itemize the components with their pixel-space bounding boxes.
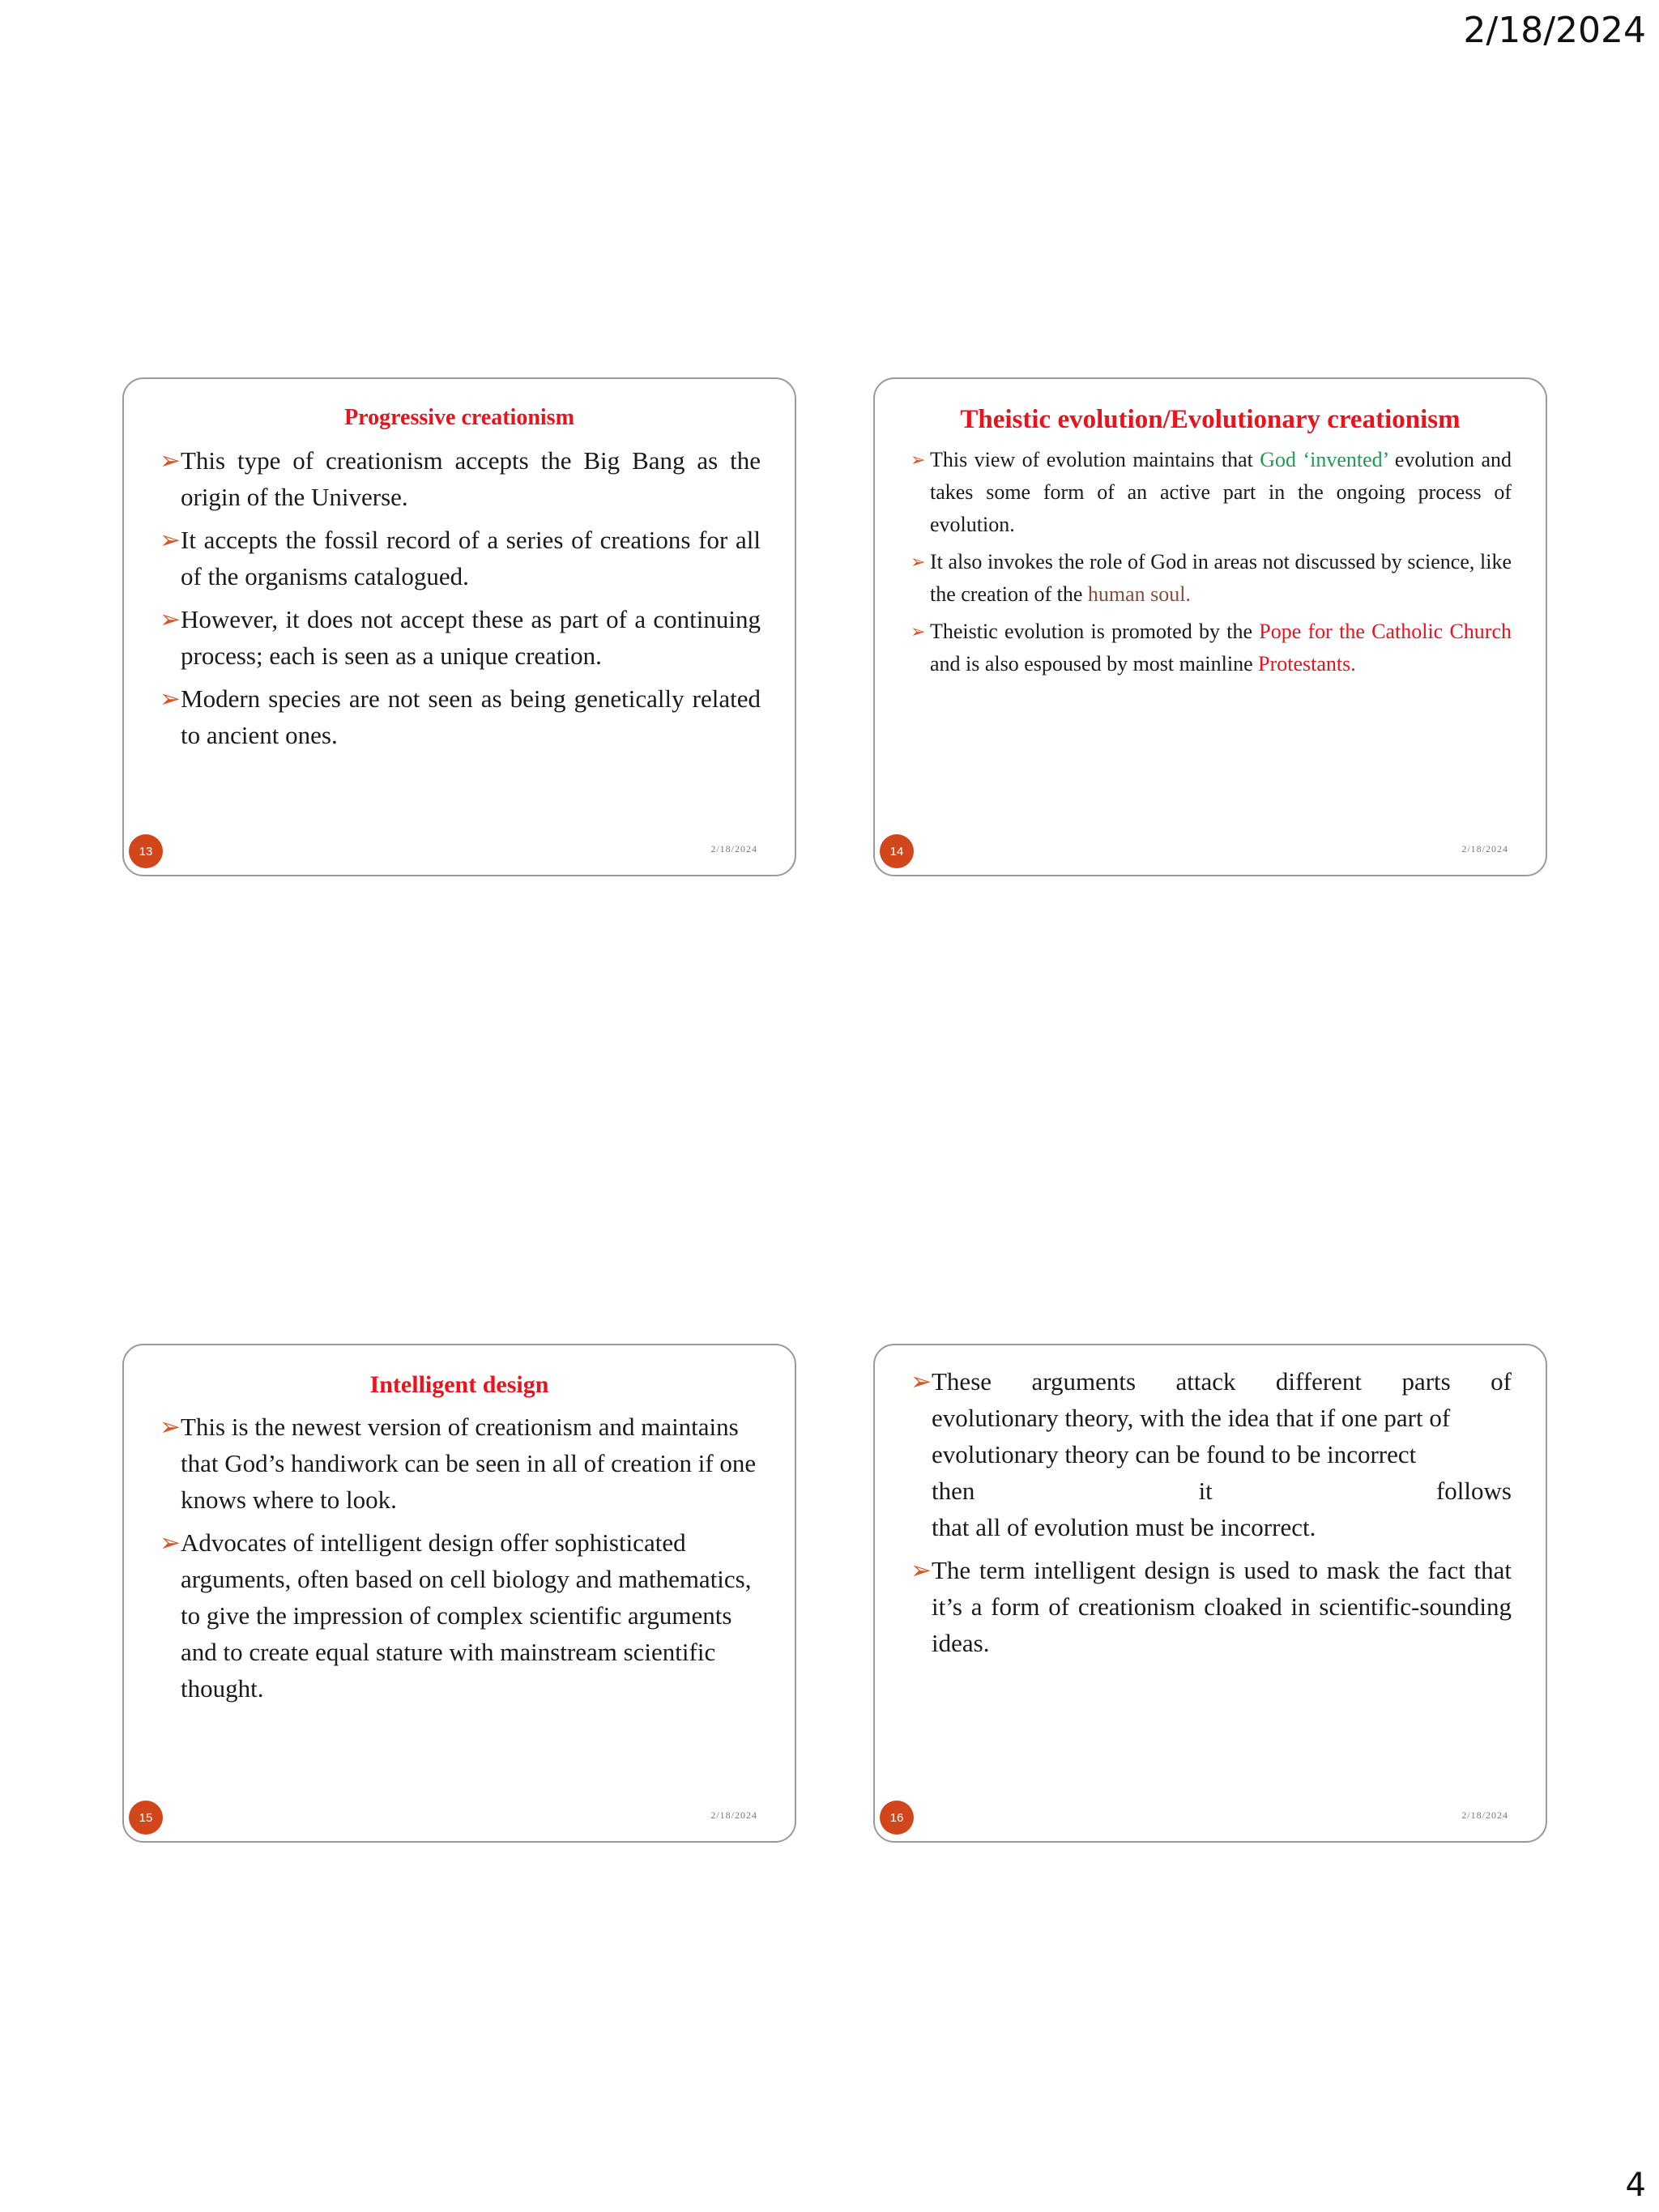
arrow-bullet-icon: ➢ (160, 1528, 181, 1557)
bullet-item: ➢ This is the newest version of creationism and maintains that God’s handiwork can be seen in all of creation if one knows where to look. (160, 1409, 761, 1518)
bullet-item: ➢ It also invokes the role of God in areas not discussed by science, like the creation of the human soul. (911, 546, 1512, 611)
bullet-item: ➢ It accepts the fossil record of a series of creations for all of the organisms catalogued. (160, 522, 761, 595)
slide-date: 2/18/2024 (1461, 1809, 1508, 1821)
arrow-bullet-icon: ➢ (911, 450, 926, 470)
slide-date: 2/18/2024 (710, 1809, 757, 1821)
arrow-bullet-icon: ➢ (160, 526, 181, 554)
slide-body (911, 444, 1512, 685)
text-line: evolutionary theory can be found to be incorrect (932, 1440, 1417, 1468)
slide-body (160, 442, 761, 760)
text-line: that all of evolution must be incorrect. (932, 1513, 1316, 1541)
arrow-bullet-icon: ➢ (911, 1556, 932, 1584)
bullet-item: ➢ This view of evolution maintains that God ‘invented’ evolution and takes some form of an active part in the ongoing process of evolution. (911, 444, 1512, 541)
arrow-bullet-icon: ➢ (911, 621, 926, 641)
slide-13 (122, 377, 796, 876)
text-line: These arguments attack different parts of (932, 1367, 1512, 1396)
slide-body (160, 1409, 761, 1713)
bullet-item: ➢ Theistic evolution is promoted by the Pope for the Catholic Church and is also espoused by most mainline Protestants. (911, 616, 1512, 680)
bullet-item: ➢ Modern species are not seen as being genetically related to ancient ones. (160, 680, 761, 753)
arrow-bullet-icon: ➢ (160, 446, 181, 475)
arrow-bullet-icon: ➢ (911, 1367, 932, 1396)
slide-14 (873, 377, 1547, 876)
bullet-item: ➢ The term intelligent design is used to mask the fact that it’s a form of creationism cloaked in scientific-sounding ideas. (911, 1552, 1512, 1661)
slide-number-badge: 16 (880, 1801, 914, 1835)
arrow-bullet-icon: ➢ (911, 552, 926, 572)
slide-number-badge: 14 (880, 834, 914, 868)
bullet-item: ➢ Advocates of intelligent design offer sophisticated arguments, often based on cell biology and mathematics, to give the impression of complex scientific arguments and to create equal stature with mainstream scientific thought. (160, 1524, 761, 1707)
slide-15 (122, 1344, 796, 1843)
slide-title: Theistic evolution/Evolutionary creationism (960, 405, 1461, 434)
page-date: 2/18/2024 (1463, 10, 1646, 51)
arrow-bullet-icon: ➢ (160, 605, 181, 633)
bullet-item (911, 1363, 1512, 1545)
slide-date: 2/18/2024 (1461, 843, 1508, 855)
text-line: evolutionary theory, with the idea that if one part of (932, 1404, 1451, 1432)
slide-date: 2/18/2024 (710, 843, 757, 855)
slide-16 (873, 1344, 1547, 1843)
slide-number-badge: 13 (129, 834, 163, 868)
slide-title: Intelligent design (369, 1371, 549, 1398)
arrow-bullet-icon: ➢ (160, 684, 181, 713)
slide-number-badge: 15 (129, 1801, 163, 1835)
bullet-item: ➢ This type of creationism accepts the Big Bang as the origin of the Universe. (160, 442, 761, 515)
arrow-bullet-icon: ➢ (160, 1413, 181, 1441)
page-number: 4 (1625, 2167, 1646, 2204)
bullet-item: ➢ However, it does not accept these as part of a continuing process; each is seen as a unique creation. (160, 601, 761, 674)
slide-title: Progressive creationism (344, 405, 574, 430)
slide-body (911, 1363, 1512, 1668)
text-line: then it follows (932, 1477, 1512, 1505)
